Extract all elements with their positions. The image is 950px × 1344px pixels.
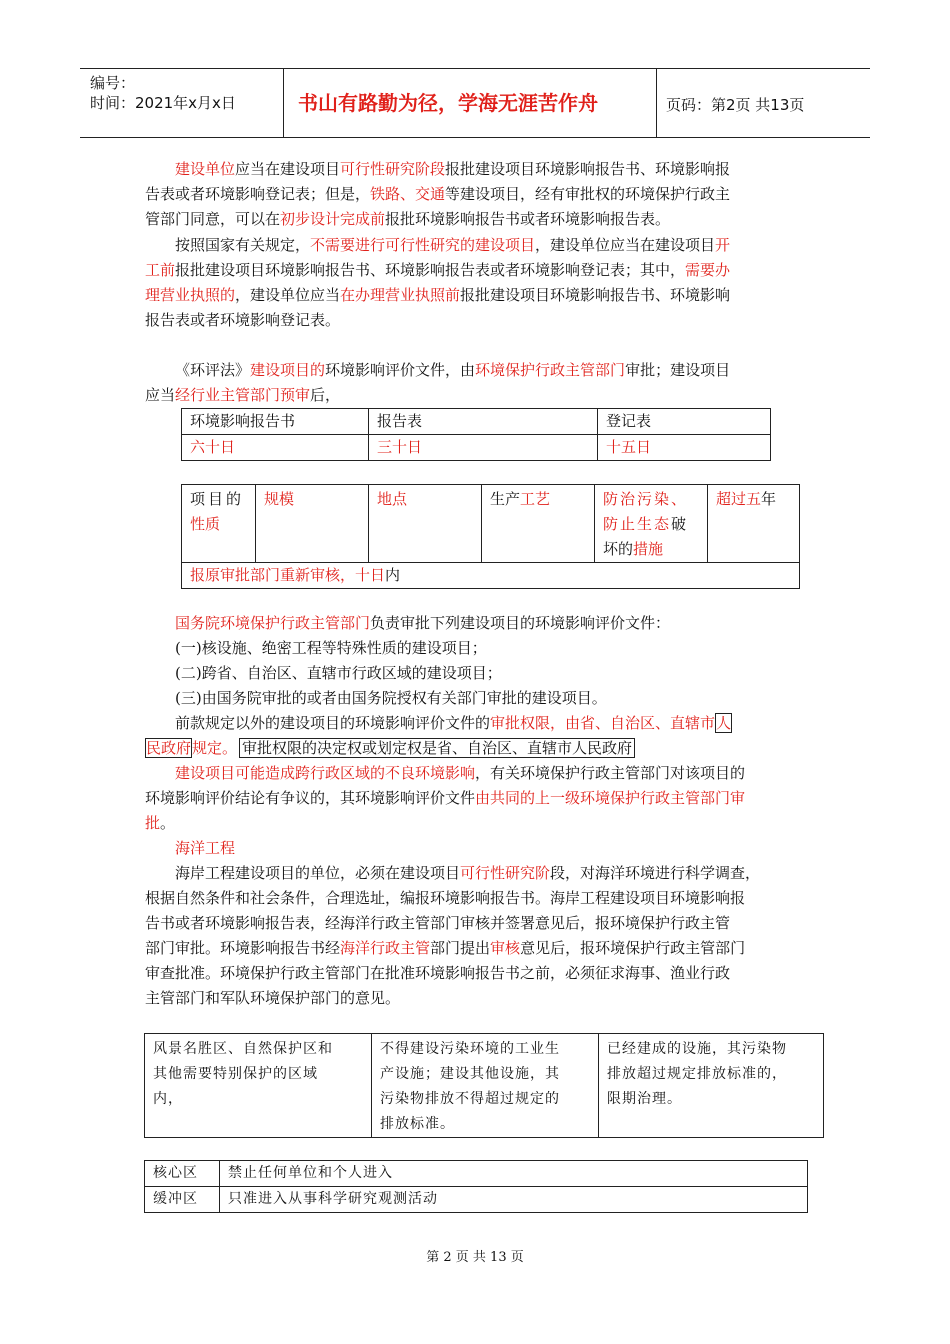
- table2-footer-tail: 内: [385, 566, 401, 584]
- table2-c5c: 破: [671, 515, 687, 533]
- paragraph-1: [145, 157, 810, 232]
- para2-l2b: 报批建设项目环境影响报告书、环境影响报告表或者环境影响登记表；其中，: [175, 261, 686, 279]
- table4-rule-core: 禁止任何单位和个人进入: [220, 1161, 808, 1187]
- table4-zone-core: 核心区: [145, 1161, 220, 1187]
- table2-scale-cell: 规模: [256, 485, 369, 563]
- table2-process-cell: [482, 485, 595, 563]
- table2-c5b: 防止生态: [603, 515, 672, 533]
- table3-area-cell: [145, 1034, 372, 1138]
- document-number-label: 编号：: [90, 74, 136, 92]
- table1-header-registration-form: 登记表: [598, 409, 771, 435]
- table2-c6b: 五: [746, 490, 762, 508]
- para2-l4: 报告表或者环境影响登记表。: [145, 311, 341, 329]
- table3-col3-line1: 已经建成的设施，其污染物: [607, 1041, 787, 1057]
- table2-c6a: 超过: [716, 490, 747, 508]
- para1-l3b: 初步设计完成前: [280, 210, 386, 228]
- ocean-l3: 告书或者环境影响报告表，经海洋行政主管部门审核并签署意见后，报环境保护行政主管: [145, 914, 731, 932]
- paragraph-5: [145, 761, 810, 836]
- table2-c5e: 措施: [633, 540, 664, 558]
- para1-l3a: 管部门同意，可以在: [145, 210, 281, 228]
- table2-footer-cell: [182, 563, 800, 589]
- para4-note-box: 审批权限的决定权或划定权是省、自治区、直辖市人民政府: [239, 738, 635, 758]
- table2-c5a: 防治污染、: [603, 490, 689, 508]
- para2-l1d: 开: [715, 236, 731, 254]
- para2-l2c: 需要办: [685, 261, 731, 279]
- table2-c4a: 生产: [490, 490, 521, 508]
- paragraph-4: [145, 611, 810, 761]
- ocean-title: 海洋工程: [175, 839, 236, 857]
- table2-years-cell: [708, 485, 800, 563]
- para3-l2c: 后，: [310, 386, 341, 404]
- table3-col2-line4: 排放标准。: [380, 1116, 455, 1132]
- table1-header-report-form: 报告表: [369, 409, 598, 435]
- para3-b: 建设项目的: [250, 361, 326, 379]
- paragraph-3: [145, 358, 810, 408]
- table4-rule-buffer: 只准进入从事科学研究观测活动: [220, 1187, 808, 1213]
- paragraph-2: [145, 233, 810, 333]
- ocean-engineering-section: [145, 836, 810, 1011]
- para2-l3c: 在办理营业执照前: [340, 286, 461, 304]
- para4-l5c: 人: [716, 714, 732, 732]
- para1-l2a: 告表或者环境影响登记表；但是，: [145, 185, 371, 203]
- para2-l2a: 工前: [145, 261, 176, 279]
- para4-l6a: 民政府: [146, 739, 192, 757]
- page-header: [80, 68, 870, 138]
- table3-restriction-cell: [372, 1034, 599, 1138]
- para2-l1c: ，建设单位应当在建设项目: [535, 236, 716, 254]
- table3-col1-line3: 内，: [153, 1091, 183, 1107]
- para4-b: 负责审批下列建设项目的环境影响评价文件：: [370, 614, 671, 632]
- reapproval-conditions-table: [181, 484, 800, 589]
- table2-c4b: 工艺: [520, 490, 551, 508]
- para1-d: 报批建设项目环境影响报告书、环境影响报: [445, 160, 731, 178]
- para4-l5b: 审批权限，由省、自治区、直辖市: [490, 714, 716, 732]
- para4-l5a: 前款规定以外的建设项目的环境影响评价文件的: [175, 714, 491, 732]
- table3-col1-line1: 风景名胜区、自然保护区和: [153, 1041, 333, 1057]
- para5-a: 建设项目可能造成跨行政区域的不良环境影响: [175, 764, 476, 782]
- ocean-l4c: 部门提出: [430, 939, 491, 957]
- page-footer: 第 2 页 共 13 页: [426, 1250, 524, 1265]
- approval-deadline-table: [181, 408, 771, 461]
- para4-item-2: (二)跨省、自治区、直辖市行政区域的建设项目；: [175, 664, 502, 682]
- table1-value-report-book: 六十日: [182, 435, 369, 461]
- para4-a: 国务院环境保护行政主管部门: [175, 614, 371, 632]
- ocean-l1c: 段，对海洋环境进行科学调查，: [550, 864, 761, 882]
- ocean-l4a: 部门审批。环境影响报告书经: [145, 939, 341, 957]
- table2-measures-cell: [595, 485, 708, 563]
- protected-areas-table: [144, 1033, 824, 1138]
- table3-col1-line2: 其他需要特别保护的区域: [153, 1066, 318, 1082]
- para5-l2a: 环境影响评价结论有争议的，其环境影响评价文件: [145, 789, 476, 807]
- table2-footer: 报原审批部门重新审核，十日: [190, 566, 386, 584]
- nature-reserve-zones-table: [144, 1160, 808, 1213]
- ocean-l1b: 可行性研究阶: [460, 864, 551, 882]
- para1-l3c: 报批环境影响报告书或者环境影响报告表。: [385, 210, 671, 228]
- para4-item-1: (一)核设施、绝密工程等特殊性质的建设项目；: [175, 639, 487, 657]
- para1-a: 建设单位: [175, 160, 236, 178]
- table3-col2-line1: 不得建设污染环境的工业生: [380, 1041, 560, 1057]
- para3-l2b: 经行业主管部门预审: [175, 386, 311, 404]
- table1-value-registration-form: 十五日: [598, 435, 771, 461]
- table3-col3-line2: 排放超过规定排放标准的，: [607, 1066, 787, 1082]
- ocean-l5: 审查批准。环境保护行政主管部门在批准环境影响报告书之前，必须征求海事、渔业行政: [145, 964, 731, 982]
- para5-l3a: 批: [145, 814, 161, 832]
- para1-l2c: 等建设项目，经有审批权的环境保护行政主: [445, 185, 731, 203]
- ocean-l4b: 海洋行政主管: [340, 939, 431, 957]
- para1-c: 可行性研究阶段: [340, 160, 446, 178]
- table2-c5d: 坏的: [603, 540, 634, 558]
- table2-c1b: 性质: [190, 515, 221, 533]
- table1-header-report-book: 环境影响报告书: [182, 409, 369, 435]
- para4-l6b: 规定。: [192, 739, 238, 757]
- para5-l3b: 。: [160, 814, 176, 832]
- table2-c6c: 年: [761, 490, 777, 508]
- para2-l3b: ，建设单位应当: [235, 286, 341, 304]
- para3-a: 《环评法》: [175, 361, 251, 379]
- table2-location-cell: 地点: [369, 485, 482, 563]
- para4-item-3: (三)由国务院审批的或者由国务院授权有关部门审批的建设项目。: [175, 689, 607, 707]
- table3-remedy-cell: [599, 1034, 824, 1138]
- ocean-l4d: 审核: [490, 939, 521, 957]
- ocean-l4e: 意见后，报环境保护行政主管部门: [520, 939, 746, 957]
- table1-value-report-form: 三十日: [369, 435, 598, 461]
- para5-l2b: 由共同的上一级环境保护行政主管部门审: [475, 789, 746, 807]
- para2-l3a: 理营业执照的: [145, 286, 236, 304]
- table4-zone-buffer: 缓冲区: [145, 1187, 220, 1213]
- para3-e: 审批；建设项目: [625, 361, 731, 379]
- ocean-l6: 主管部门和军队环境保护部门的意见。: [145, 989, 401, 1007]
- table2-c1a: 项目的: [190, 490, 245, 508]
- para3-l2a: 应当: [145, 386, 176, 404]
- ocean-l2: 根据自然条件和社会条件，合理选址，编报环境影响报告书。海岸工程建设项目环境影响报: [145, 889, 746, 907]
- table2-nature-cell: [182, 485, 256, 563]
- table3-col3-line3: 限期治理。: [607, 1091, 682, 1107]
- header-page-label: 页码：第2页 共13页: [666, 96, 805, 114]
- para2-l1a: 按照国家有关规定，: [175, 236, 311, 254]
- table3-col2-line3: 污染物排放不得超过规定的: [380, 1091, 560, 1107]
- ocean-l1a: 海岸工程建设项目的单位，必须在建设项目: [175, 864, 461, 882]
- para5-b: ，有关环境保护行政主管部门对该项目的: [475, 764, 746, 782]
- para1-b: 应当在建设项目: [235, 160, 341, 178]
- para2-l3d: 报批建设项目环境影响报告书、环境影响: [460, 286, 731, 304]
- para1-l2b: 铁路、交通: [370, 185, 446, 203]
- table3-col2-line2: 产设施；建设其他设施，其: [380, 1066, 560, 1082]
- para3-d: 环境保护行政主管部门: [475, 361, 626, 379]
- document-time-label: 时间：2021年x月x日: [90, 94, 236, 112]
- header-motto: 书山有路勤为径，学海无涯苦作舟: [298, 91, 598, 115]
- para3-c: 环境影响评价文件，由: [325, 361, 476, 379]
- para2-l1b: 不需要进行可行性研究的建设项目: [310, 236, 536, 254]
